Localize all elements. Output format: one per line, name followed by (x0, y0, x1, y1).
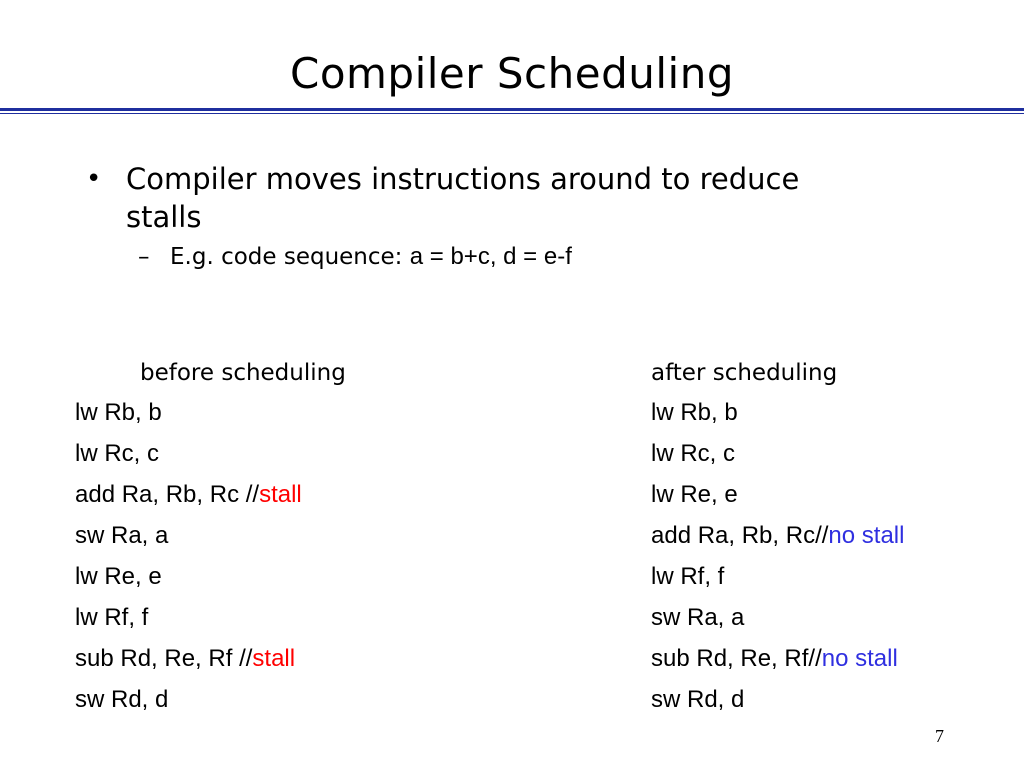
code-text: sw Rd, d (651, 686, 745, 713)
sub-bullet-code: a = b+c, d = e-f (409, 243, 572, 270)
code-text: lw Rc, c (75, 440, 159, 467)
code-line (651, 601, 904, 642)
code-line (651, 478, 904, 519)
stall-comment: stall (259, 481, 302, 508)
code-line (75, 642, 302, 683)
code-text: add Ra, Rb, Rc // (75, 481, 260, 508)
code-line (651, 396, 904, 437)
sub-bullet-prefix: E.g. code sequence: (170, 244, 410, 270)
code-text: sub Rd, Re, Rf// (651, 645, 822, 672)
code-text: lw Rc, c (651, 440, 735, 467)
code-line (75, 478, 302, 519)
code-line (651, 437, 904, 478)
code-line (75, 519, 302, 560)
title-underline-thick (0, 108, 1024, 111)
page-number: 7 (935, 726, 944, 746)
code-line (75, 560, 302, 601)
before-scheduling-heading: before scheduling (140, 360, 346, 386)
sub-bullet-marker: – (138, 244, 150, 270)
code-line (75, 396, 302, 437)
code-line (651, 683, 904, 724)
title-underline-thin (0, 113, 1024, 114)
stall-comment: stall (252, 645, 296, 672)
bullet-item (86, 160, 886, 236)
code-line (651, 642, 904, 683)
after-scheduling-heading: after scheduling (651, 360, 838, 386)
code-text: sw Ra, a (75, 522, 169, 549)
code-text: lw Re, e (75, 563, 162, 590)
bullet-block (86, 160, 886, 274)
code-text: lw Re, e (651, 481, 738, 508)
code-text: sw Rd, d (75, 686, 169, 713)
no-stall-comment: no stall (828, 522, 905, 549)
code-line (75, 683, 302, 724)
code-line (75, 601, 302, 642)
code-text: lw Rf, f (75, 604, 149, 631)
after-code-list (651, 396, 904, 724)
code-line (75, 437, 302, 478)
bullet-text-line-2: stalls (126, 200, 202, 234)
sub-bullet-item (86, 240, 886, 274)
code-text: lw Rf, f (651, 563, 725, 590)
code-text: sub Rd, Re, Rf // (75, 645, 253, 672)
code-text: lw Rb, b (651, 399, 738, 426)
no-stall-comment: no stall (821, 645, 898, 672)
code-text: add Ra, Rb, Rc// (651, 522, 829, 549)
slide-title: Compiler Scheduling (290, 49, 734, 98)
bullet-marker: • (86, 164, 102, 194)
code-line (651, 560, 904, 601)
before-code-list (75, 396, 302, 724)
code-line (651, 519, 904, 560)
code-text: lw Rb, b (75, 399, 162, 426)
bullet-text-line-1: Compiler moves instructions around to reduce (126, 162, 800, 196)
code-text: sw Ra, a (651, 604, 745, 631)
